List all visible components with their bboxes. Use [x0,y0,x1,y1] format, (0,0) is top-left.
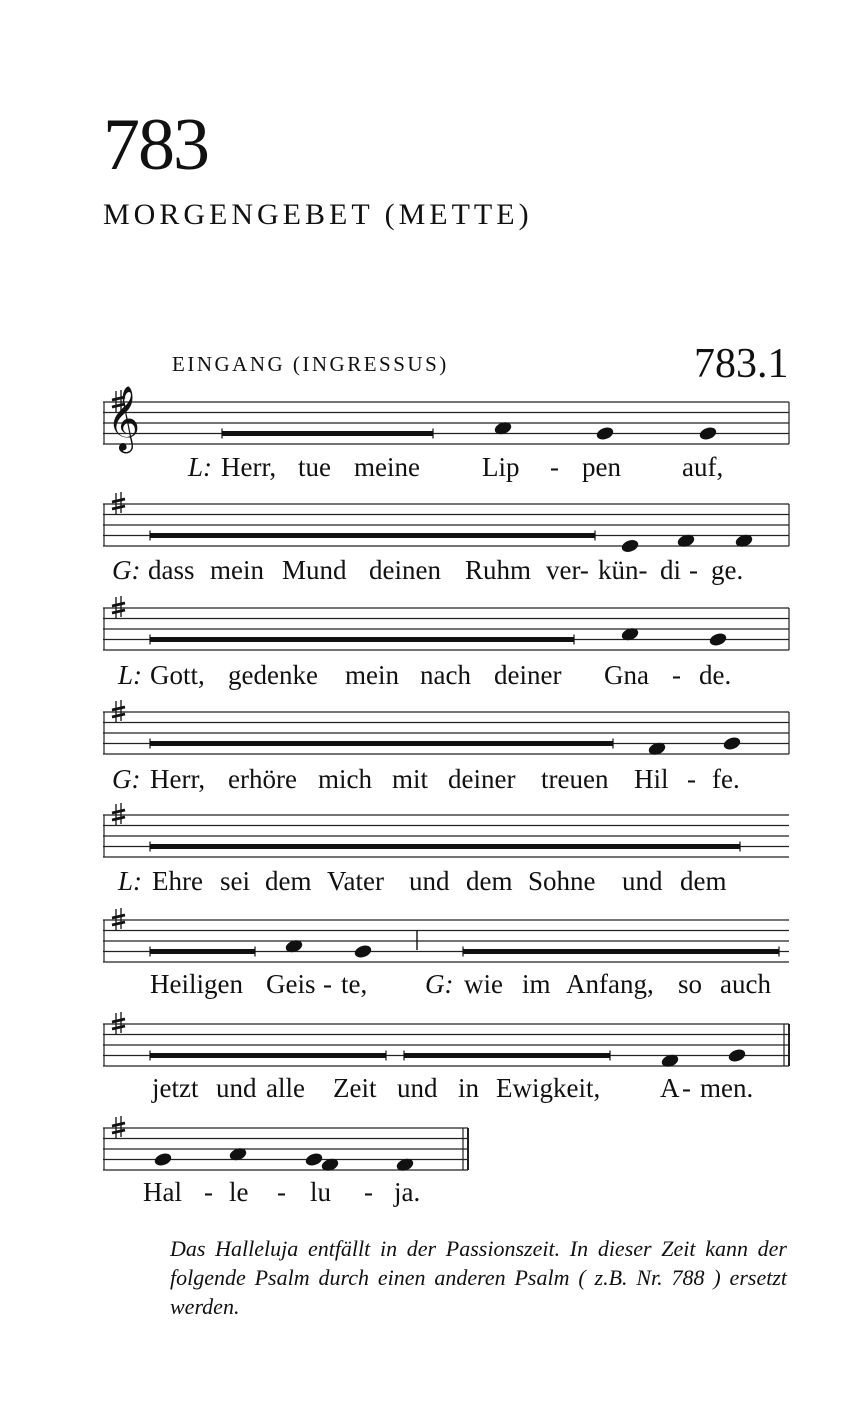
notehead [722,735,742,751]
notehead [708,631,728,647]
speaker-leader: L: [118,866,143,896]
lyric-word: di [660,555,682,585]
lyric-hyphen: - [689,555,698,585]
lyric-word: mit [392,764,429,794]
lyric-word: in [458,1073,480,1103]
lyric-word: und [622,866,663,896]
lyric-word: dass [148,555,195,585]
reciting-tone [150,947,255,957]
lyric-word: treuen [541,764,609,794]
lyric-word: Anfang, [566,969,654,999]
lyric-hyphen: - [364,1177,373,1207]
lyric-word: mich [318,764,372,794]
lyric-word: dem [680,866,727,896]
lyric-word: men. [700,1073,754,1103]
notehead [353,943,373,959]
hymn-number: 783 [103,104,208,186]
lyric-word: und [216,1073,257,1103]
speaker-congregation: G: [112,764,141,794]
lyric-word: mein [345,660,399,690]
footnote: Das Halleluja entfällt in der Passionszeit. In dieser Zeit kann der folgende Psalm durch einen anderen Psalm ( z.B. Nr. 788 ) ersetzt werden. [170,1236,787,1319]
lyric-word: meine [354,452,420,482]
lyric-word: wie [464,969,503,999]
lyric-word: ge. [711,555,744,585]
lyric-word: Ruhm [465,555,532,585]
sharp-icon [112,492,125,514]
lyric-word: Gott, [150,660,205,690]
lyric-word: dem [466,866,513,896]
notehead [727,1047,747,1063]
page-title: MORGENGEBET (METTE) [103,198,533,231]
reciting-tone [150,739,613,749]
lyric-word: dem [265,866,312,896]
lyric-word: Ehre [152,866,203,896]
sharp-icon [112,1116,125,1138]
notehead [698,425,718,441]
lyric-word: de. [699,660,732,690]
lyric-hyphen: - [550,452,559,482]
lyric-word: le [229,1177,249,1207]
lyric-hyphen: - [682,1073,691,1103]
lyric-word: gedenke [228,660,318,690]
sharp-icon [112,700,125,722]
staff [103,920,789,962]
lyric-word: so [678,969,703,999]
lyric-word: im [522,969,551,999]
notehead [595,425,615,441]
lyric-word: auf, [682,452,724,482]
lyric-word: Ewigkeit, [496,1073,601,1103]
lyric-word: und [397,1073,438,1103]
lyric-word: und [409,866,450,896]
lyric-word: mein [210,555,264,585]
sharp-icon [112,908,125,930]
reciting-tone [150,635,574,645]
lyric-word: auch [720,969,771,999]
speaker-congregation: G: [112,555,141,585]
lyric-word: ver- [546,555,589,585]
treble-clef-icon: 𝄞 [107,386,141,451]
lyric-word: tue [298,452,331,482]
staff [103,1024,789,1066]
lyric-word: fe. [712,764,740,794]
lyric-word: pen [582,452,621,482]
notehead [304,1151,324,1167]
lyric-word: Geis [266,969,316,999]
lyric-word: jetzt [152,1073,199,1103]
lyric-word: Gna [604,660,649,690]
reciting-tone [222,429,433,439]
lyric-word: Hal [143,1177,182,1207]
section-number: 783.1 [694,341,789,387]
lyric-hyphen: - [672,660,681,690]
notehead [153,1151,173,1167]
lyric-hyphen: - [323,969,332,999]
lyric-word: erhöre [228,764,297,794]
lyric-word: Herr, [150,764,206,794]
lyric-word: Vater [327,866,384,896]
notehead [620,538,640,554]
staff [103,608,789,650]
lyric-word: deiner [448,764,516,794]
staff [103,402,789,444]
lyric-word: Mund [282,555,347,585]
lyric-word: ja. [394,1177,421,1207]
lyric-word: Hil [634,764,669,794]
speaker-congregation: G: [425,969,454,999]
lyric-word: nach [420,660,471,690]
sharp-icon [112,596,125,618]
reciting-tone [404,1051,610,1061]
lyric-word: Sohne [528,866,596,896]
reciting-tone [150,1051,386,1061]
lyric-word: deiner [494,660,562,690]
lyric-word: Heiligen [150,969,243,999]
lyric-hyphen: - [687,764,696,794]
speaker-leader: L: [188,452,213,482]
lyric-word: Herr, [221,452,277,482]
lyric-hyphen: - [204,1177,213,1207]
reciting-tone [150,531,595,541]
lyric-hyphen: - [277,1177,286,1207]
lyric-word: te, [341,969,368,999]
speaker-leader: L: [118,660,143,690]
section-label: EINGANG (INGRESSUS) [172,352,449,376]
staff [103,712,789,754]
lyric-word: Lip [482,452,520,482]
reciting-tone [150,842,740,852]
sharp-icon [112,803,125,825]
sharp-icon [112,1012,125,1034]
lyric-word: deinen [369,555,441,585]
lyric-word: lu [310,1177,332,1207]
lyric-word: alle [266,1073,305,1103]
lyric-word: sei [220,866,250,896]
reciting-tone [463,947,779,957]
lyric-word: Zeit [333,1073,377,1103]
staff [103,815,789,857]
lyric-word: kün- [598,555,648,585]
lyric-word: A [660,1073,680,1103]
